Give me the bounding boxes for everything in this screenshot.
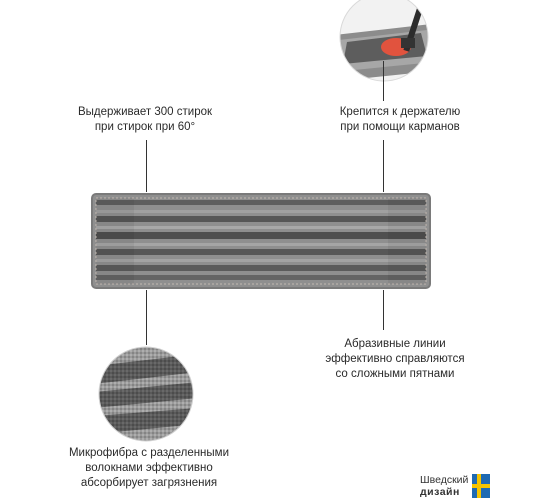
feature-wash-line2: при стирок при 60°	[94, 121, 196, 133]
feature-microfiber-line1: Микрофибра с разделенными	[68, 447, 230, 459]
swedish-flag-icon	[472, 474, 490, 498]
feature-abrasive-line2: эффективно справляются	[325, 353, 465, 365]
feature-abrasive	[320, 337, 470, 382]
badge-line2: дизайн	[420, 486, 460, 498]
microfiber-closeup-inset	[94, 346, 198, 442]
feature-attach-line2: при помощи карманов	[340, 121, 460, 133]
callout-line-attach-top	[383, 61, 384, 101]
badge-line1: Шведский	[420, 474, 469, 486]
mop-pad-image	[90, 192, 432, 290]
callout-line-wash	[146, 140, 147, 192]
feature-microfiber-line3: абсорбирует загрязнения	[80, 477, 218, 489]
feature-abrasive-line3: со сложными пятнами	[335, 368, 455, 380]
swedish-design-badge	[420, 474, 468, 498]
mop-holder-inset	[333, 0, 435, 82]
feature-microfiber-line2: волокнами эффективно	[85, 462, 213, 474]
feature-wash-line1: Выдерживает 300 стирок	[77, 106, 213, 118]
feature-attach	[320, 105, 480, 135]
feature-attach-line1: Крепится к держателю	[339, 106, 461, 118]
feature-abrasive-line1: Абразивные линии	[344, 338, 446, 350]
feature-microfiber	[64, 446, 234, 491]
callout-line-abrasive	[383, 290, 384, 330]
callout-line-microfiber	[146, 290, 147, 345]
callout-line-attach-bottom	[383, 140, 384, 192]
feature-wash	[70, 105, 220, 135]
